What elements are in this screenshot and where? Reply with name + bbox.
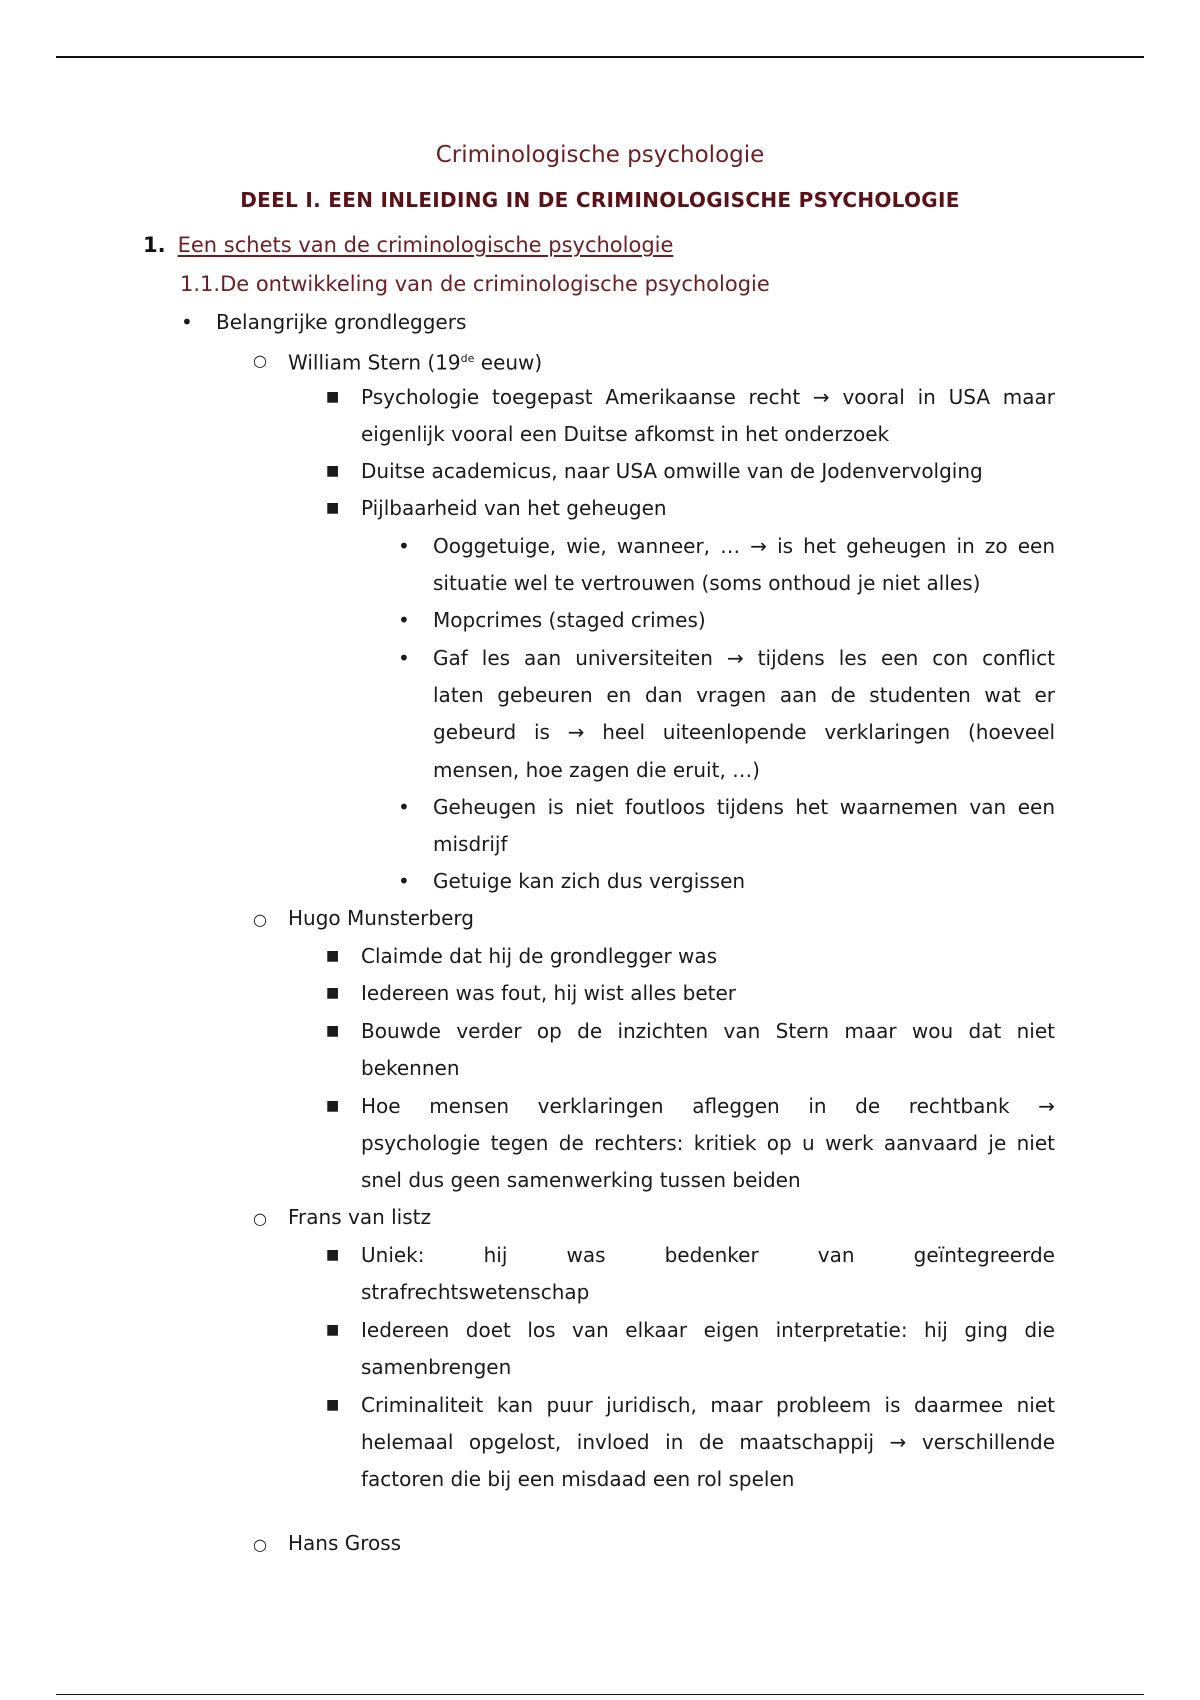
- list-item-line: misdrijf: [433, 832, 508, 856]
- circle-bullet-icon: ○: [253, 910, 267, 929]
- person-heading: Hans Gross: [288, 1531, 402, 1555]
- square-bullet-icon: ■: [326, 463, 340, 479]
- outline-item: Belangrijke grondleggers: [216, 310, 467, 334]
- list-item-line: Mopcrimes (staged crimes): [433, 608, 706, 632]
- square-bullet-icon: ■: [326, 500, 340, 516]
- list-item-line: Pijlbaarheid van het geheugen: [361, 496, 667, 520]
- list-item-line: psychologie tegen de rechters: kritiek op u werk aanvaard je niet: [361, 1131, 1055, 1155]
- square-bullet-icon: ■: [326, 1247, 340, 1263]
- disc-bullet-icon: •: [398, 534, 410, 558]
- square-bullet-icon: ■: [326, 1397, 340, 1413]
- person-heading: Frans van listz: [288, 1205, 431, 1229]
- list-item-line: situatie wel te vertrouwen (soms onthoud je niet alles): [433, 571, 981, 595]
- footer-rule: [56, 1694, 1144, 1695]
- document-title: Criminologische psychologie: [435, 142, 765, 168]
- square-bullet-icon: ■: [326, 985, 340, 1001]
- list-item-line: Psychologie toegepast Amerikaanse recht → vooral in USA maar: [361, 385, 1055, 409]
- circle-bullet-icon: ○: [253, 1535, 267, 1554]
- square-bullet-icon: ■: [326, 948, 340, 964]
- disc-bullet-icon: •: [181, 310, 193, 334]
- list-item-line: strafrechtswetenschap: [361, 1280, 590, 1304]
- list-item-line: Ooggetuige, wie, wanneer, … → is het geheugen in zo een: [433, 534, 1055, 558]
- list-item-line: mensen, hoe zagen die eruit, …): [433, 758, 760, 782]
- list-item-line: bekennen: [361, 1056, 460, 1080]
- disc-bullet-icon: •: [398, 795, 410, 819]
- list-item-line: gebeurd is → heel uiteenlopende verklaringen (hoeveel: [433, 720, 1055, 744]
- square-bullet-icon: ■: [326, 1023, 340, 1039]
- chapter-heading: [143, 233, 673, 257]
- list-item-line: Hoe mensen verklaringen afleggen in de rechtbank →: [361, 1094, 1055, 1118]
- disc-bullet-icon: •: [398, 869, 410, 893]
- square-bullet-icon: ■: [326, 389, 340, 405]
- circle-bullet-icon: ○: [253, 1209, 267, 1228]
- list-item-line: snel dus geen samenwerking tussen beiden: [361, 1168, 801, 1192]
- list-item-line: Uniek: hij was bedenker van geïntegreerde: [361, 1243, 1055, 1267]
- list-item-line: Geheugen is niet foutloos tijdens het waarnemen van een: [433, 795, 1055, 819]
- list-item-line: Iedereen was fout, hij wist alles beter: [361, 981, 737, 1005]
- header-rule: [56, 56, 1144, 58]
- chapter-title: Een schets van de criminologische psychologie: [177, 233, 674, 257]
- list-item-line: Criminaliteit kan puur juridisch, maar probleem is daarmee niet: [361, 1393, 1055, 1417]
- circle-bullet-icon: ○: [253, 351, 267, 370]
- list-item-line: Duitse academicus, naar USA omwille van de Jodenvervolging: [361, 459, 983, 483]
- square-bullet-icon: ■: [326, 1098, 340, 1114]
- list-item-line: factoren die bij een misdaad een rol spelen: [361, 1467, 795, 1491]
- list-item-line: Gaf les aan universiteiten → tijdens les een con conflict: [433, 646, 1055, 670]
- list-item-line: Bouwde verder op de inzichten van Stern maar wou dat niet: [361, 1019, 1055, 1043]
- person-heading: Hugo Munsterberg: [288, 906, 474, 930]
- list-item-line: Iedereen doet los van elkaar eigen interpretatie: hij ging die: [361, 1318, 1055, 1342]
- person-heading: William Stern (19de eeuw): [288, 350, 543, 375]
- chapter-number: 1.: [143, 233, 166, 257]
- disc-bullet-icon: •: [398, 646, 410, 670]
- list-item-line: Getuige kan zich dus vergissen: [433, 869, 746, 893]
- part-title: DEEL I. EEN INLEIDING IN DE CRIMINOLOGISCHE PSYCHOLOGIE: [240, 188, 960, 212]
- section-heading: 1.1.De ontwikkeling van de criminologische psychologie: [180, 272, 770, 296]
- list-item-line: helemaal opgelost, invloed in de maatschappij → verschillende: [361, 1430, 1055, 1454]
- disc-bullet-icon: •: [398, 608, 410, 632]
- list-item-line: eigenlijk vooral een Duitse afkomst in het onderzoek: [361, 422, 890, 446]
- list-item-line: Claimde dat hij de grondlegger was: [361, 944, 718, 968]
- square-bullet-icon: ■: [326, 1322, 340, 1338]
- list-item-line: laten gebeuren en dan vragen aan de studenten wat er: [433, 683, 1055, 707]
- list-item-line: samenbrengen: [361, 1355, 512, 1379]
